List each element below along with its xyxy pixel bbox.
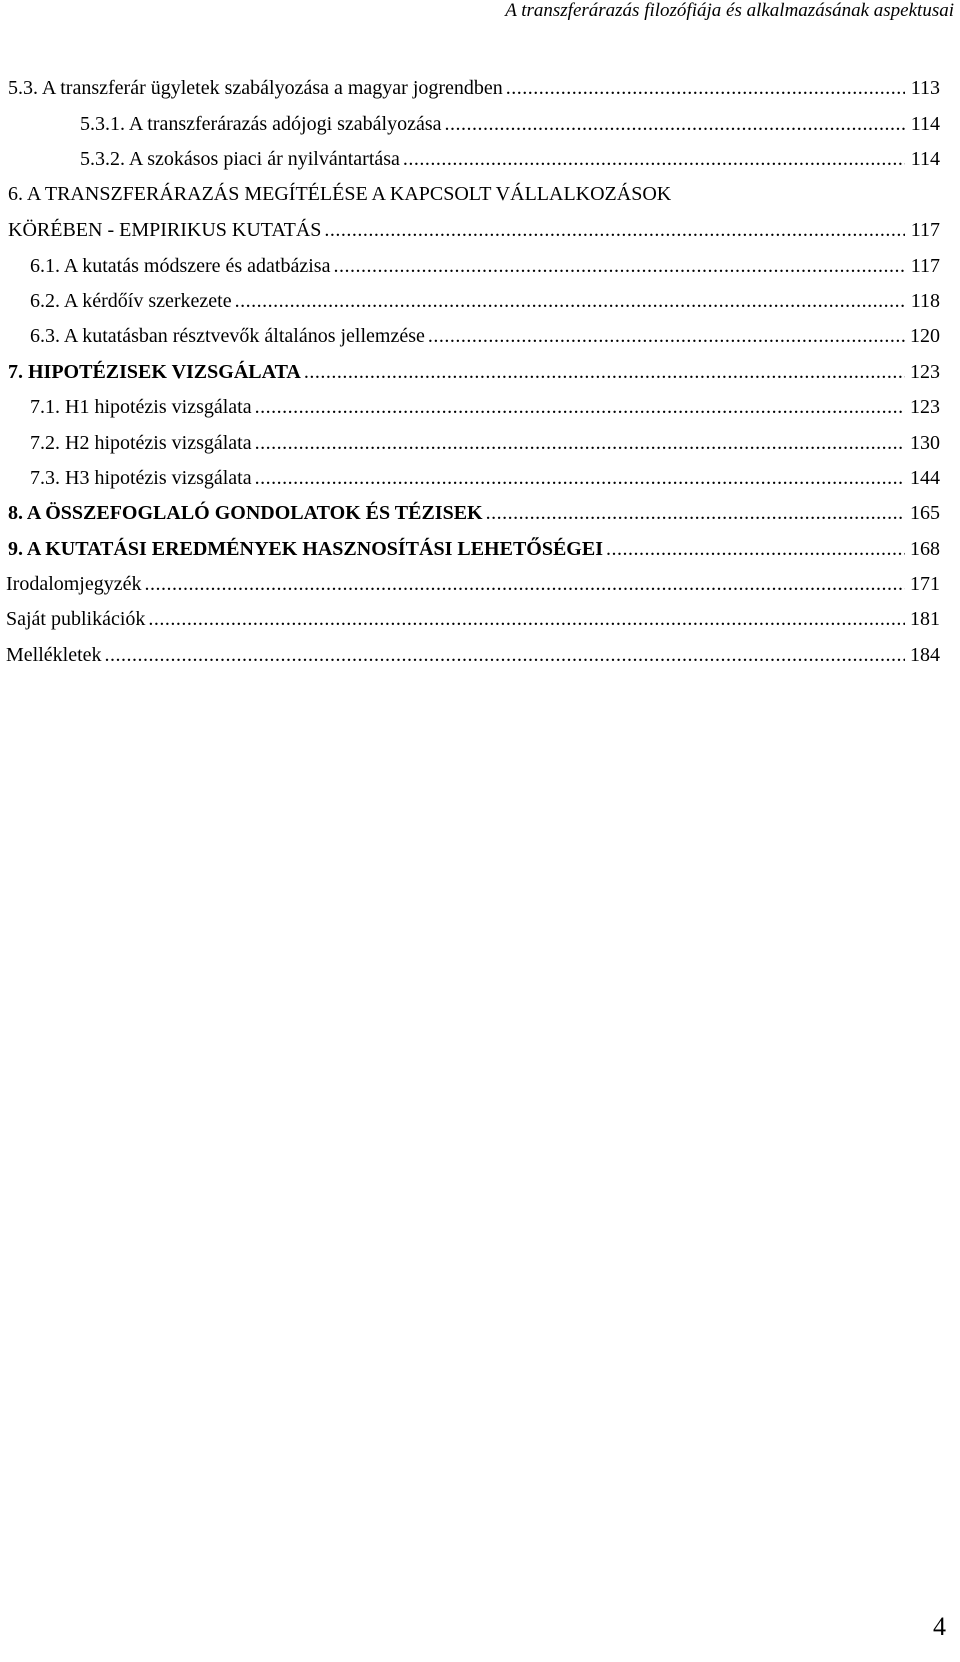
toc-entry-page: 144 (910, 466, 940, 489)
toc-entry-appendices[interactable] (0, 640, 940, 675)
toc-dot-leader (486, 501, 905, 525)
toc-dot-leader (304, 360, 905, 384)
toc-dot-leader (255, 466, 905, 490)
toc-entry-title: 8. A ÖSSZEFOGLALÓ GONDOLATOK ÉS TÉZISEK (8, 502, 483, 525)
toc-dot-leader (333, 254, 905, 278)
toc-dot-leader (506, 76, 905, 100)
toc-entry-5-3-1[interactable] (0, 109, 940, 144)
toc-entry-page: 123 (910, 360, 940, 383)
toc-dot-leader (255, 395, 905, 419)
toc-entry-title: Mellékletek (6, 643, 102, 666)
toc-dot-leader (148, 607, 905, 631)
toc-dot-leader (606, 537, 905, 561)
toc-entry-title-line1: 6. A TRANSZFERÁRAZÁS MEGÍTÉLÉSE A KAPCSOLT VÁLLALKOZÁSOK (8, 183, 672, 206)
toc-dot-leader (445, 112, 905, 136)
toc-entry-6-2[interactable] (0, 287, 940, 322)
toc-entry-title: Saját publikációk (6, 608, 146, 631)
toc-entry-page: 118 (910, 289, 940, 312)
toc-entry-title: 6.2. A kérdőív szerkezete (30, 289, 232, 312)
toc-entry-chapter-8[interactable] (0, 499, 940, 534)
toc-entry-title: 6.1. A kutatás módszere és adatbázisa (30, 254, 331, 277)
toc-entry-page: 184 (910, 643, 940, 666)
toc-entry-page: 181 (910, 608, 940, 631)
toc-dot-leader (255, 431, 905, 455)
toc-entry-bibliography[interactable] (0, 570, 940, 605)
toc-entry-chapter-9[interactable] (0, 534, 940, 569)
toc-entry-title: KÖRÉBEN - EMPIRIKUS KUTATÁS (8, 219, 322, 242)
toc-dot-leader (403, 147, 905, 171)
toc-entry-title: Irodalomjegyzék (6, 573, 142, 596)
toc-entry-title: 7. HIPOTÉZISEK VIZSGÁLATA (8, 360, 301, 383)
toc-entry-page: 168 (910, 537, 940, 560)
toc-entry-page: 113 (910, 77, 940, 100)
toc-entry-chapter-7[interactable] (0, 357, 940, 392)
toc-entry-7-1[interactable] (0, 393, 940, 428)
toc-entry-6-3[interactable] (0, 322, 940, 357)
page-number: 4 (933, 1612, 946, 1641)
toc-entry-page: 123 (910, 396, 940, 419)
toc-entry-page: 120 (910, 325, 940, 348)
toc-entry-title: 6.3. A kutatásban résztvevők általános jellemzése (30, 325, 425, 348)
toc-entry-page: 117 (910, 219, 940, 242)
toc-entry-chapter-6[interactable] (0, 180, 940, 251)
toc-dot-leader (145, 572, 906, 596)
toc-entry-title: 9. A KUTATÁSI EREDMÉNYEK HASZNOSÍTÁSI LEHETŐSÉGEI (8, 537, 603, 560)
toc-entry-5-3[interactable] (0, 74, 940, 109)
toc-entry-title: 5.3.2. A szokásos piaci ár nyilvántartása (80, 148, 400, 171)
toc-entry-page: 171 (910, 573, 940, 596)
toc-entry-title: 5.3.1. A transzferárazás adójogi szabályozása (80, 112, 442, 135)
toc-entry-7-3[interactable] (0, 464, 940, 499)
toc-entry-7-2[interactable] (0, 428, 940, 463)
table-of-contents (0, 74, 940, 676)
toc-entry-title: 7.2. H2 hipotézis vizsgálata (30, 431, 252, 454)
running-header: A transzferárazás filozófiája és alkalmazásának aspektusai (505, 0, 954, 21)
toc-dot-leader (105, 643, 905, 667)
toc-entry-title: 7.1. H1 hipotézis vizsgálata (30, 396, 252, 419)
toc-entry-page: 117 (910, 254, 940, 277)
toc-dot-leader (235, 289, 905, 313)
toc-entry-6-1[interactable] (0, 251, 940, 286)
toc-entry-title: 5.3. A transzferár ügyletek szabályozása a magyar jogrendben (8, 77, 503, 100)
toc-entry-own-publications[interactable] (0, 605, 940, 640)
toc-entry-5-3-2[interactable] (0, 145, 940, 180)
toc-entry-page: 165 (910, 502, 940, 525)
toc-dot-leader (324, 218, 905, 242)
toc-entry-page: 130 (910, 431, 940, 454)
toc-entry-page: 114 (910, 148, 940, 171)
toc-entry-title: 7.3. H3 hipotézis vizsgálata (30, 466, 252, 489)
toc-dot-leader (428, 324, 905, 348)
toc-entry-page: 114 (910, 112, 940, 135)
